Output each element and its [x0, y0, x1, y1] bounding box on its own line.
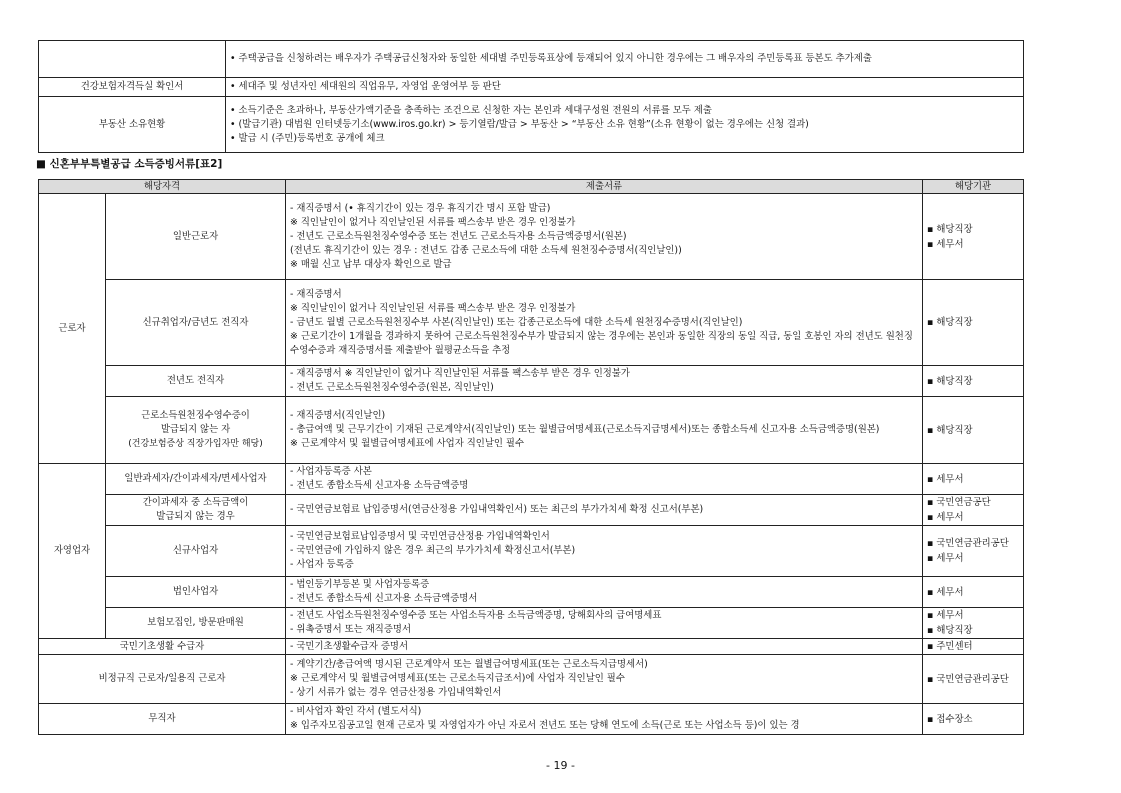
top-row-content [226, 78, 1024, 97]
doc-line: - 전년도 종합소득세 신고자용 소득금액증명서 [290, 593, 478, 604]
doc-line: - 국민연금보험료납입증명서 및 국민연금산정용 가입내역확인서 [290, 531, 550, 542]
doc-line: ※ 직인날인이 없거나 직인날인된 서류를 팩스송부 받은 경우 인정불가 [290, 216, 576, 228]
qualification-cell: 법인사업자 [106, 577, 286, 608]
doc-line: - 상기 서류가 없는 경우 연금산정용 가입내역확인서 [290, 687, 502, 698]
doc-line: • 세대주 및 성년자인 세대원의 직업유무, 자영업 운영여부 등 판단 [230, 81, 501, 92]
qualification-cell: 신규사업자 [106, 526, 286, 577]
documents-cell [286, 280, 923, 366]
doc-line: (전년도 휴직기간이 있는 경우 : 전년도 갑종 근로소득에 대한 소득세 원천징수증명서(직인날인)) [290, 244, 682, 256]
agency-item: ▪ 세무서 [927, 553, 964, 564]
doc-line: - 총급여액 및 근무기간이 기재된 근로계약서(직인날인) 또는 월별급여명세표(근로소득지급명세서)또는 종합소득세 신고자용 소득금액증명(원본) [290, 424, 880, 435]
qualification-cell: 보험모집인, 방문판매원 [106, 608, 286, 639]
doc-line: ※ 근로계약서 및 월별급여명세표에 사업자 직인날인 필수 [290, 438, 525, 449]
qualification-cell: 일반근로자 [106, 194, 286, 280]
documents-cell [286, 397, 923, 464]
doc-line: ※ 근로계약서 및 월별급여명세표(또는 근로소득지급조서)에 사업자 직인날인 필수 [290, 673, 625, 684]
doc-line: - 사업자 등록증 [290, 559, 354, 570]
top-row-label: 부동산 소유현황 [39, 97, 226, 153]
documents-cell [286, 464, 923, 495]
agency-item: ▪ 세무서 [927, 586, 964, 598]
qualification-cell: 국민기초생활 수급자 [39, 639, 286, 655]
agency-item: ▪ 해당직장 [927, 375, 973, 387]
agency-item: ▪ 국민연금관리공단 [927, 673, 1009, 685]
agency-cell [923, 397, 1024, 464]
group-worker: 근로자 [39, 194, 106, 464]
doc-line: • (발급기관) 대법원 인터넷등기소(www.iros.go.kr) > 등기열람/발급 > 부동산 > “부동산 소유 현황”(소유 현황이 없는 경우에는 신청 결과) [230, 118, 809, 130]
agency-cell [923, 194, 1024, 280]
top-row-label: 건강보험자격득실 확인서 [39, 78, 226, 97]
qualification-cell: 전년도 전직자 [106, 366, 286, 397]
agency-item: ▪ 해당직장 [927, 223, 973, 235]
agency-cell [923, 608, 1024, 639]
qualification-cell: 일반과세자/간이과세자/면세사업자 [106, 464, 286, 495]
doc-line: ※ 입주자모집공고일 현재 근로자 및 자영업자가 아닌 자로서 전년도 또는 당해 연도에 소득(근로 또는 사업소득 등)이 있는 경 [290, 720, 800, 731]
doc-line: - 전년도 근로소득원천징수영수증(원본, 직인날인) [290, 382, 494, 393]
top-row-content [226, 97, 1024, 153]
group-self-employed: 자영업자 [39, 464, 106, 639]
documents-cell [286, 608, 923, 639]
doc-line: - 재직증명서(직인날인) [290, 410, 386, 421]
agency-item: ▪ 해당직장 [927, 317, 973, 328]
documents-cell [286, 655, 923, 704]
qualification-line: 근로소득원천징수영수증이 [141, 410, 250, 421]
agency-cell [923, 280, 1024, 366]
agency-item: ▪ 주민센터 [927, 641, 973, 652]
header-qualification: 해당자격 [39, 180, 286, 194]
agency-item: ▪ 세무서 [927, 473, 964, 485]
qualification-cell [106, 495, 286, 526]
qualification-line: (건강보험증상 직장가입자만 해당) [128, 439, 263, 449]
qualification-cell [106, 397, 286, 464]
doc-line: - 국민기초생활수급자 증명서 [290, 640, 409, 652]
agency-item: ▪ 세무서 [927, 512, 964, 523]
agency-item: ▪ 해당직장 [927, 424, 973, 436]
documents-cell [286, 704, 923, 735]
qualification-cell: 무직자 [39, 704, 286, 735]
income-docs-table [38, 179, 1024, 735]
agency-cell [923, 639, 1024, 655]
doc-line: - 전년도 종합소득세 신고자용 소득금액증명 [290, 480, 469, 491]
agency-cell [923, 526, 1024, 577]
agency-item: ▪ 해당직장 [927, 625, 973, 636]
doc-line: - 비사업자 확인 각서 (별도서식) [290, 706, 422, 717]
doc-line: - 사업자등록증 사본 [290, 466, 372, 477]
agency-cell [923, 366, 1024, 397]
doc-line: - 위촉증명서 또는 재직증명서 [290, 624, 412, 635]
documents-cell [286, 366, 923, 397]
top-row-label [39, 41, 226, 78]
top-row-content [226, 41, 1024, 78]
agency-cell [923, 577, 1024, 608]
header-agency: 해당기관 [923, 180, 1024, 194]
documents-cell [286, 194, 923, 280]
qualification-line: 발급되지 않는 경우 [156, 511, 235, 522]
doc-line: - 재직증명서 ※ 직인날인이 없거나 직인날인된 서류를 팩스송부 받은 경우 인정불가 [290, 368, 630, 379]
doc-line: - 국민연금에 가입하지 않은 경우 최근의 부가가치세 확정신고서(부본) [290, 545, 576, 556]
documents-cell [286, 577, 923, 608]
doc-line: ※ 직인날인이 없거나 직인날인된 서류를 팩스송부 받은 경우 인정불가 [290, 302, 576, 314]
agency-item: ▪ 접수장소 [927, 713, 973, 725]
documents-cell [286, 495, 923, 526]
doc-line: - 법인등기부등본 및 사업자등록증 [290, 579, 430, 590]
doc-line: • 소득기준은 초과하나, 부동산가액기준을 충족하는 조건으로 신청한 자는 본인과 세대구성원 전원의 서류를 모두 제출 [230, 104, 712, 116]
agency-cell [923, 495, 1024, 526]
doc-line: - 계약기간/총급여액 명시된 근로계약서 또는 월별급여명세표(또는 근로소득지급명세서) [290, 659, 648, 670]
doc-line: - 재직증명서 [290, 288, 342, 300]
header-documents: 제출서류 [286, 180, 923, 194]
agency-item: ▪ 세무서 [927, 610, 964, 621]
agency-cell [923, 655, 1024, 704]
doc-line: - 재직증명서 (• 휴직기간이 있는 경우 휴직기간 명시 포함 발급) [290, 202, 551, 214]
page-number: - 19 - [546, 759, 575, 772]
doc-line: • 주택공급을 신청하려는 배우자가 주택공급신청자와 동일한 세대별 주민등록표상에 등재되어 있지 아니한 경우에는 그 배우자의 주민등록표 등본도 추가제출 [230, 53, 872, 64]
doc-line: - 국민연금보험료 납입증명서(연금산정용 가입내역확인서) 또는 최근의 부가가치세 확정 신고서(부본) [290, 504, 704, 515]
agency-cell [923, 464, 1024, 495]
qualification-cell: 신규취업자/금년도 전직자 [106, 280, 286, 366]
top-table [38, 40, 1024, 153]
agency-item: ▪ 국민연금관리공단 [927, 538, 1009, 549]
documents-cell [286, 639, 923, 655]
doc-line: - 금년도 월별 근로소득원천징수부 사본(직인날인) 또는 갑종근로소득에 대한 소득세 원천징수증명서(직인날인) [290, 316, 743, 328]
qualification-line: 발급되지 않는 자 [160, 424, 231, 435]
doc-line: - 전년도 근로소득원천징수영수증 또는 전년도 근로소득자용 소득금액증명서(원본) [290, 230, 627, 242]
qualification-line: 간이과세자 중 소득금액이 [142, 497, 249, 508]
agency-item: ▪ 국민연금공단 [927, 497, 991, 508]
doc-line: - 전년도 사업소득원천징수영수증 또는 사업소득자용 소득금액증명, 당해회사의 급여명세표 [290, 610, 662, 621]
qualification-cell: 비정규직 근로자/일용직 근로자 [39, 655, 286, 704]
documents-cell [286, 526, 923, 577]
doc-line: ※ 근로기간이 1개월을 경과하지 못하여 근로소득원천징수부가 발급되지 않는 경우에는 본인과 동일한 직장의 동일 직급, 동일 호봉인 자의 전년도 원천징수영수증과 재직증명서를 제출받아 월평균소득을 추정 [290, 330, 913, 356]
agency-cell [923, 704, 1024, 735]
doc-line: • 발급 시 (주민)등록번호 공개에 체크 [230, 132, 385, 144]
agency-item: ▪ 세무서 [927, 238, 964, 250]
doc-line: ※ 매월 신고 납부 대상자 확인으로 발급 [290, 258, 452, 270]
section-title: ■ 신혼부부특별공급 소득증빙서류[표2] [36, 158, 223, 170]
